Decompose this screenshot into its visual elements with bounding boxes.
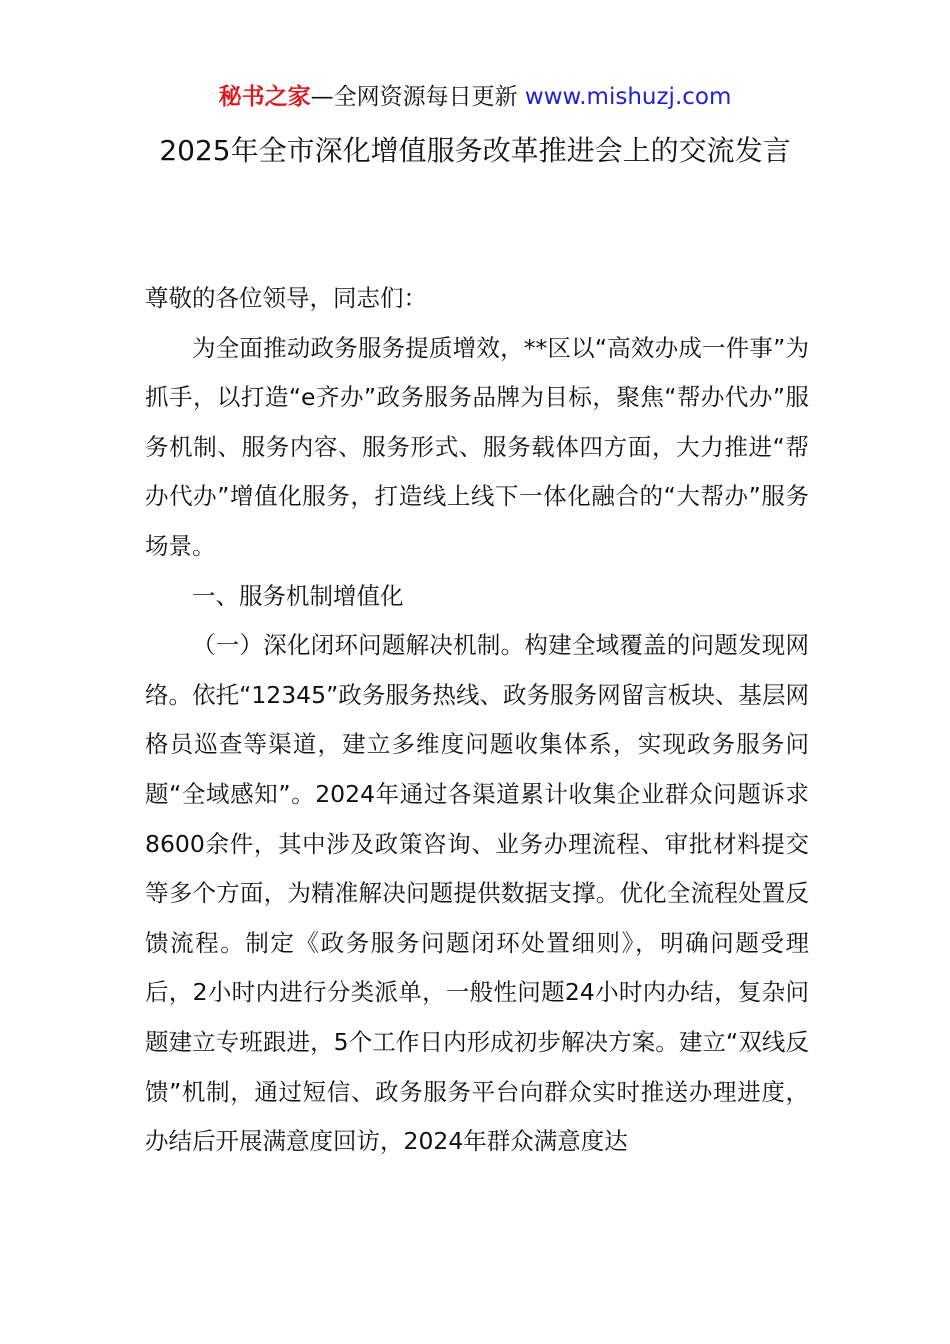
site-url-link[interactable]: www.mishuzj.com <box>524 84 732 110</box>
body-paragraph: （一）深化闭环问题解决机制。构建全域覆盖的问题发现网络。依托“12345”政务服务热线、政务服务网留言板块、基层网格员巡查等渠道，建立多维度问题收集体系，实现政务服务问题“全域感知”。2024年通过各渠道累计收集企业群众问题诉求8600余件，其中涉及政策咨询、业务办理流程、审批材料提交等多个方面，为精准解决问题提供数据支撑。优化全流程处置反馈流程。制定《政务服务问题闭环处置细则》，明确问题受理后，2小时内进行分类派单，一般性问题24小时内办结，复杂问题建立专班跟进，5个工作日内形成初步解决方案。建立“双线反馈”机制，通过短信、政务服务平台向群众实时推送办理进度，办结后开展满意度回访，2024年群众满意度达 <box>145 631 809 1156</box>
site-slogan: —全网资源每日更新 <box>310 84 518 110</box>
section-heading: 一、服务机制增值化 <box>192 581 404 610</box>
salutation: 尊敬的各位领导，同志们： <box>145 284 427 312</box>
intro-paragraph: 为全面推动政务服务提质增效，**区以“高效办成一件事”为抓手，以打造“e齐办”政务服务品牌为目标，聚焦“帮办代办”服务机制、服务内容、服务形式、服务载体四方面，大力推进“帮办代办”增值化服务，打造线上线下一体化融合的“大帮办”服务场景。 <box>145 333 809 560</box>
document-body <box>145 274 809 1167</box>
site-header <box>0 81 950 113</box>
document-title: 2025年全市深化增值服务改革推进会上的交流发言 <box>159 134 791 167</box>
brand-name: 秘书之家 <box>218 84 311 110</box>
